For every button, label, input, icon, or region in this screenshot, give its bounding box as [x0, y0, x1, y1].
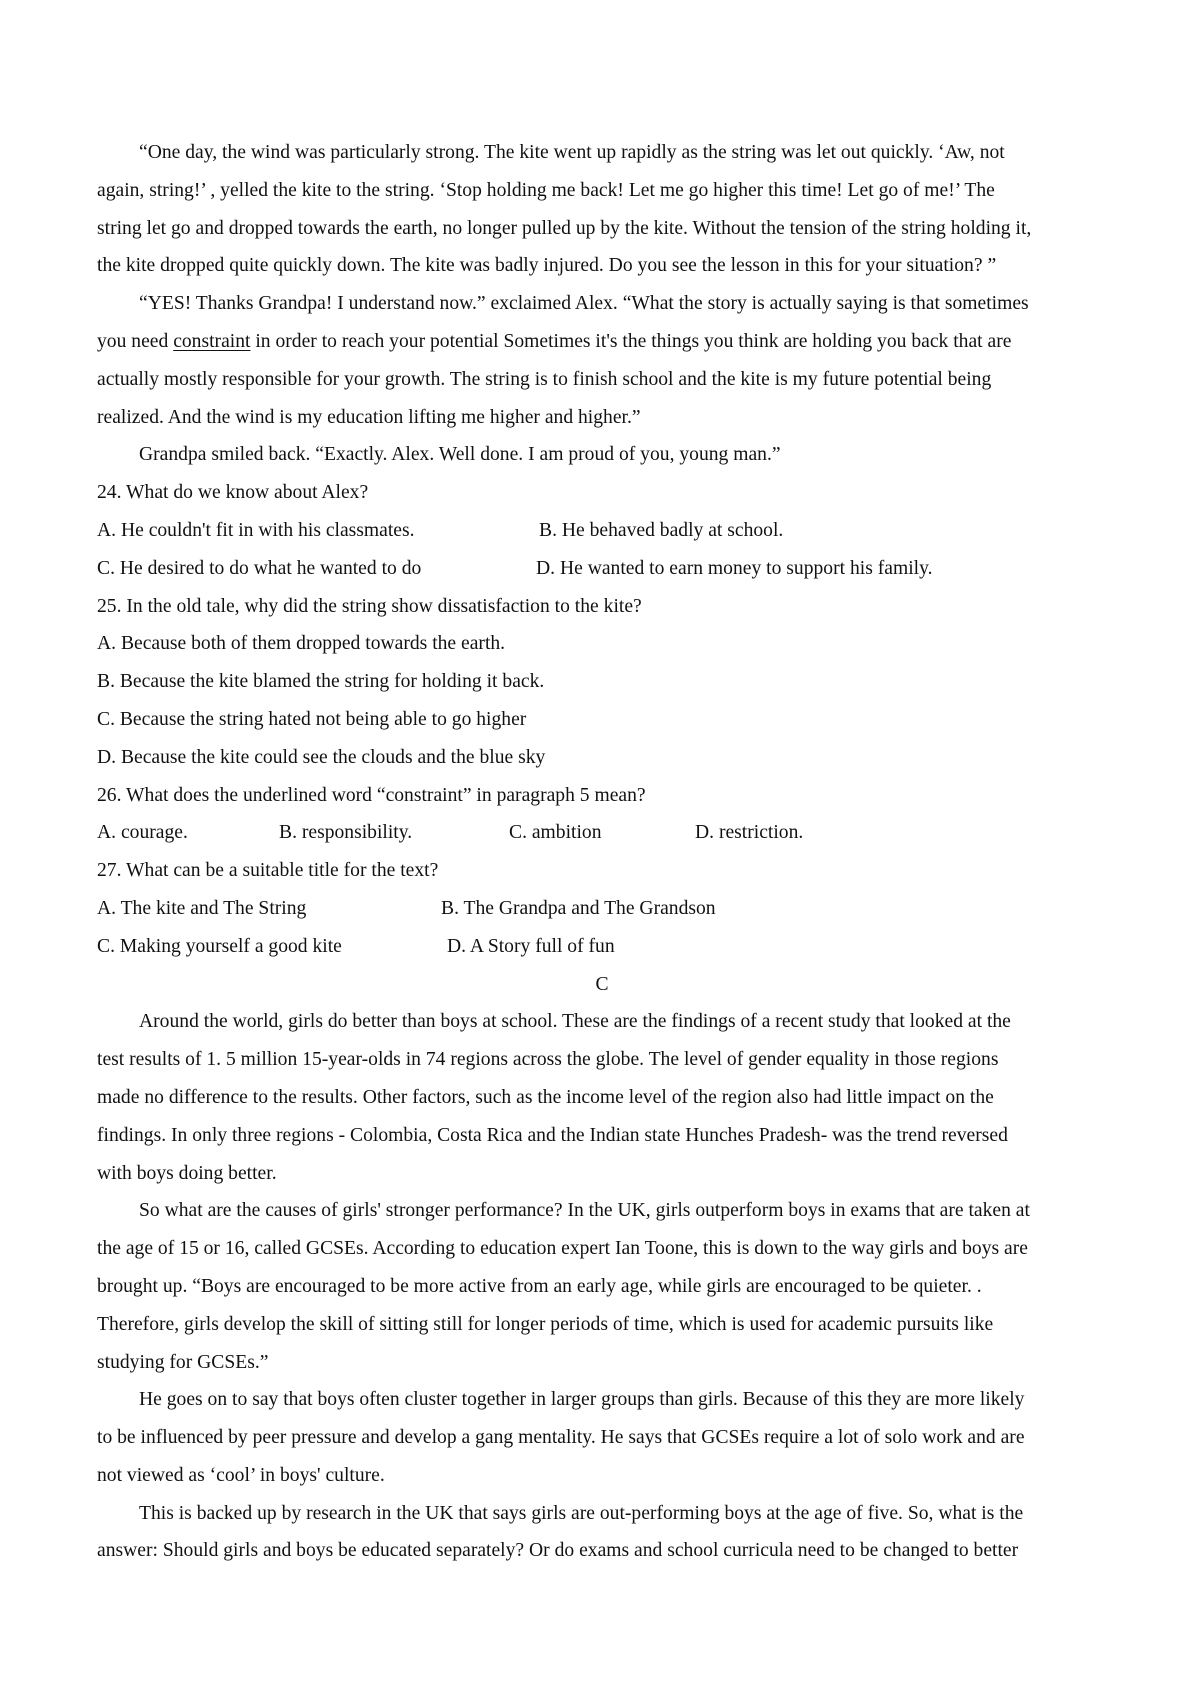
- text-line: Therefore, girls develop the skill of sitting still for longer periods of time, which is used for academic pursuits like: [97, 1313, 994, 1335]
- text-line: [97, 323, 1117, 361]
- text-line: “One day, the wind was particularly strong. The kite went up rapidly as the string was let out quickly. ‘Aw, not: [139, 142, 1005, 163]
- text-fragment: in order to reach your potential Sometimes it's the things you think are holding you back that are: [250, 330, 1012, 352]
- underlined-word-constraint: constraint: [173, 330, 251, 352]
- option-a: A. courage.: [97, 822, 188, 844]
- option-b: B. The Grandpa and The Grandson: [441, 897, 716, 919]
- text-line: This is backed up by research in the UK that says girls are out-performing boys at the age of five. So, what is the: [139, 1502, 1024, 1524]
- option-row: [97, 928, 1117, 966]
- text-line: answer: Should girls and boys be educated separately? Or do exams and school curricula need to be changed to better: [97, 1540, 1019, 1562]
- option-d: D. restriction.: [695, 822, 804, 844]
- text-line: realized. And the wind is my education lifting me higher and higher.”: [97, 406, 641, 428]
- text-line: the kite dropped quite quickly down. The kite was badly injured. Do you see the lesson in this for your situation? ”: [97, 255, 997, 277]
- text-line: “YES! Thanks Grandpa! I understand now.” exclaimed Alex. “What the story is actually saying is that sometimes: [139, 293, 1029, 315]
- text-line: brought up. “Boys are encouraged to be more active from an early age, while girls are encouraged to be quieter. .: [97, 1275, 982, 1297]
- paragraph-c3: [97, 1381, 1117, 1494]
- text-line: the age of 15 or 16, called GCSEs. According to education expert Ian Toone, this is down to the way girls and boys are: [97, 1238, 1028, 1260]
- paragraph-alex-reply: [97, 285, 1117, 436]
- text-line: made no difference to the results. Other factors, such as the income level of the region also had little impact on the: [97, 1086, 994, 1108]
- text-line: Around the world, girls do better than boys at school. These are the findings of a recent study that looked at the: [139, 1011, 1011, 1033]
- text-line: with boys doing better.: [97, 1162, 277, 1184]
- question-stem: 24. What do we know about Alex?: [97, 482, 369, 504]
- option-c: C. Making yourself a good kite: [97, 935, 342, 957]
- question-stem: 27. What can be a suitable title for the text?: [97, 860, 439, 882]
- option-b: B. Because the kite blamed the string for holding it back.: [97, 671, 545, 693]
- text-line: So what are the causes of girls' stronger performance? In the UK, girls outperform boys in exams that are taken at: [139, 1200, 1030, 1222]
- text-line: again, string!’ , yelled the kite to the string. ‘Stop holding me back! Let me go higher this time! Let go of me!’ The: [97, 179, 995, 201]
- option-c: C. Because the string hated not being able to go higher: [97, 708, 527, 730]
- question-26: [97, 777, 1117, 853]
- option-d: D. A Story full of fun: [447, 935, 615, 957]
- question-stem: 26. What does the underlined word “constraint” in paragraph 5 mean?: [97, 784, 646, 806]
- question-24: [97, 474, 1117, 587]
- text-line: findings. In only three regions - Colombia, Costa Rica and the Indian state Hunches Pradesh- was the trend reversed: [97, 1124, 1008, 1146]
- question-stem: 25. In the old tale, why did the string show dissatisfaction to the kite?: [97, 595, 642, 617]
- option-c: C. He desired to do what he wanted to do: [97, 557, 422, 579]
- option-row: [97, 550, 1117, 588]
- paragraph-grandpa-smiled: Grandpa smiled back. “Exactly. Alex. Well done. I am proud of you, young man.”: [139, 444, 781, 466]
- paragraph-kite-story: [97, 134, 1117, 285]
- text-line: test results of 1. 5 million 15-year-olds in 74 regions across the globe. The level of gender equality in those regions: [97, 1049, 999, 1071]
- option-a: A. Because both of them dropped towards the earth.: [97, 633, 506, 655]
- option-a: A. He couldn't fit in with his classmates.: [97, 519, 415, 541]
- document-page: [97, 134, 1117, 1570]
- option-row: [97, 512, 1117, 550]
- option-d: D. He wanted to earn money to support his family.: [536, 557, 933, 579]
- text-fragment: you need: [97, 330, 174, 352]
- paragraph-c4: [97, 1495, 1117, 1571]
- question-25: [97, 588, 1117, 777]
- option-b: B. He behaved badly at school.: [539, 519, 784, 541]
- question-27: [97, 852, 1117, 965]
- option-a: A. The kite and The String: [97, 897, 307, 919]
- paragraph-c1: [97, 1003, 1117, 1192]
- text-line: actually mostly responsible for your growth. The string is to finish school and the kite is my future potential being: [97, 368, 992, 390]
- option-row: [97, 890, 1117, 928]
- option-d: D. Because the kite could see the clouds and the blue sky: [97, 746, 546, 768]
- text-line: He goes on to say that boys often cluster together in larger groups than girls. Because of this they are more likely: [139, 1389, 1025, 1411]
- option-c: C. ambition: [509, 822, 602, 844]
- text-line: not viewed as ‘cool’ in boys' culture.: [97, 1464, 385, 1486]
- text-line: string let go and dropped towards the earth, no longer pulled up by the kite. Without the tension of the string holding it,: [97, 217, 1032, 239]
- paragraph-c2: [97, 1192, 1117, 1381]
- section-heading-c: C: [595, 973, 609, 995]
- text-line: to be influenced by peer pressure and develop a gang mentality. He says that GCSEs require a lot of solo work and are: [97, 1427, 1025, 1449]
- option-row: [97, 814, 1117, 852]
- option-b: B. responsibility.: [279, 822, 413, 844]
- text-line: studying for GCSEs.”: [97, 1351, 269, 1373]
